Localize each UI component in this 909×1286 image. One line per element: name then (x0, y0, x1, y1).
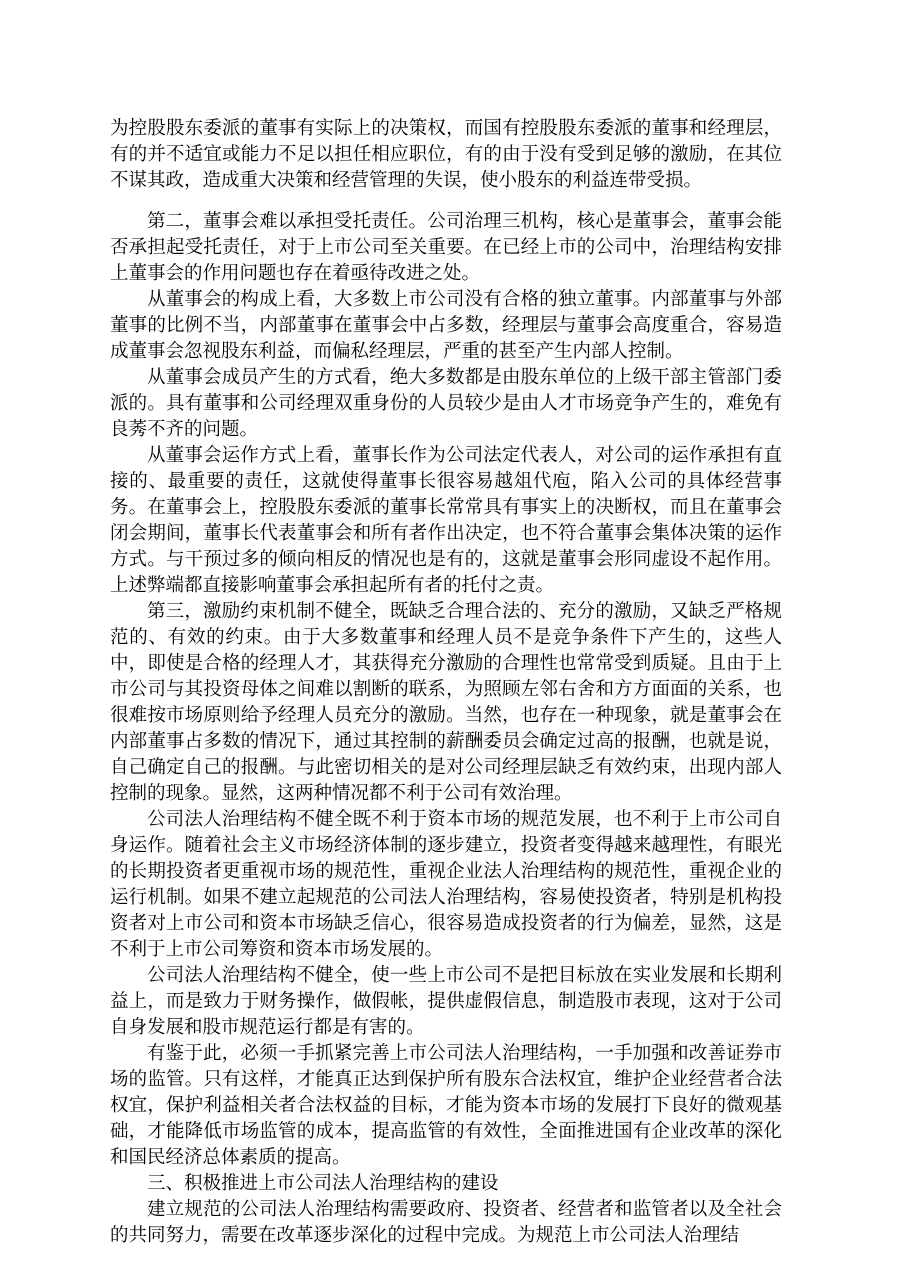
opening-paragraph: 为控股股东委派的董事有实际上的决策权，而国有控股股东委派的董事和经理层，有的并不适宜或能力不足以担任相应职位，有的由于没有受到足够的激励，在其位不谋其政，造成重大决策和经营管理的失误，使小股东的利益连带受损。 (110, 118, 782, 191)
paragraph-capital-market-impact: 公司法人治理结构不健全既不利于资本市场的规范发展，也不利于上市公司自身运作。随着社会主义市场经济体制的逐步建立，投资者变得越来越理性，有眼光的长期投资者更重视市场的规范性，重视企业法人治理结构的规范性，重视企业的运行机制。如果不建立起规范的公司法人治理结构，容易使投资者，特别是机构投资者对上市公司和资本市场缺乏信心，很容易造成投资者的行为偏差，显然，这是不利于上市公司筹资和资本市场发展的。 (110, 809, 782, 960)
body-text-block (110, 209, 782, 1249)
paragraph-board-responsibility: 第二，董事会难以承担受托责任。公司治理三机构，核心是董事会，董事会能否承担起受托责任，对于上市公司至关重要。在已经上市的公司中，治理结构安排上董事会的作用问题也存在着亟待改进之处。 (110, 211, 782, 284)
paragraph-board-composition: 从董事会的构成上看，大多数上市公司没有合格的独立董事。内部董事与外部董事的比例不当，内部董事在董事会中占多数，经理层与董事会高度重合，容易造成董事会忽视股东利益，而偏私经理层，严重的甚至产生内部人控制。 (110, 289, 782, 362)
paragraph-company-impact: 公司法人治理结构不健全，使一些上市公司不是把目标放在实业发展和长期利益上，而是致力于财务操作，做假帐，提供虚假信息，制造股市表现，这对于公司自身发展和股市规范运行都是有害的。 (110, 965, 782, 1038)
paragraph-board-operation: 从董事会运作方式上看，董事长作为公司法定代表人，对公司的运作承担有直接的、最重要的责任，这就使得董事长很容易越俎代庖，陷入公司的具体经营事务。在董事会上，控股股东委派的董事长常常具有事实上的决断权，而且在董事会闭会期间，董事长代表董事会和所有者作出决定，也不符合董事会集体决策的运作方式。与干预过多的倾向相反的情况也是有的，这就是董事会形同虚设不起作用。上述弊端都直接影响董事会承担起所有者的托付之责。 (110, 445, 782, 596)
paragraph-incentive-mechanism: 第三，激励约束机制不健全，既缺乏合理合法的、充分的激励，又缺乏严格规范的、有效的约束。由于大多数董事和经理人员不是竞争条件下产生的，这些人中，即使是合格的经理人才，其获得充分激励的合理性也常常受到质疑。且由于上市公司与其投资母体之间难以割断的联系，为照顾左邻右舍和方方面面的关系，也很难按市场原则给予经理人员充分的激励。当然，也存在一种现象，就是董事会在内部董事占多数的情况下，通过其控制的薪酬委员会确定过高的报酬，也就是说，自己确定自己的报酬。与此密切相关的是对公司经理层缺乏有效约束，出现内部人控制的现象。显然，这两种情况都不利于公司有效治理。 (110, 601, 782, 804)
section-heading-three: 三、积极推进上市公司法人治理结构的建设 (147, 1173, 499, 1194)
opening-text-block (110, 116, 782, 194)
paragraph-conclusion: 有鉴于此，必须一手抓紧完善上市公司法人治理结构，一手加强和改善证券市场的监管。只有这样，才能真正达到保护所有股东合法权宜，维护企业经营者合法权宜，保护利益相关者合法权益的目标，才能为资本市场的发展打下良好的微观基础，才能降低市场监管的成本，提高监管的有效性，全面推进国有企业改革的深化和国民经济总体素质的提高。 (110, 1043, 782, 1168)
paragraph-board-member-selection: 从董事会成员产生的方式看，绝大多数都是由股东单位的上级干部主管部门委派的。具有董事和公司经理双重身份的人员较少是由人才市场竞争产生的，难免有良莠不齐的问题。 (110, 367, 782, 440)
paragraph-section-three-intro: 建立规范的公司法人治理结构需要政府、投资者、经营者和监管者以及全社会的共同努力，需要在改革逐步深化的过程中完成。为规范上市公司法人治理结 (110, 1199, 782, 1246)
